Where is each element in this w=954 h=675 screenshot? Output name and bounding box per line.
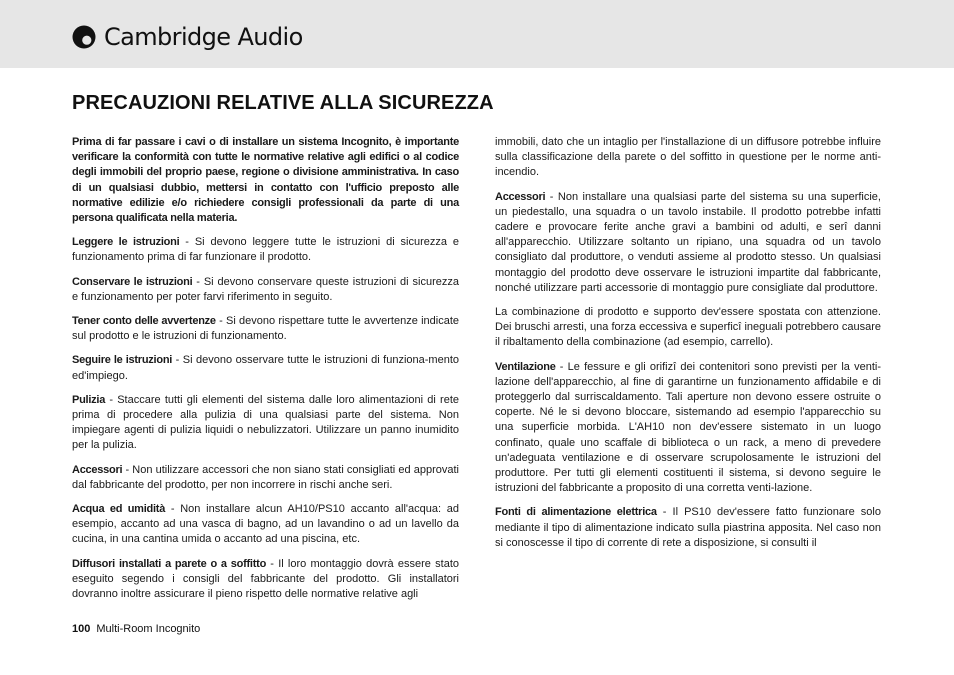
list-item: [72, 314, 459, 344]
item-text: - Si devono conservare queste istruzioni di sicurezza e funzionamento per poter farvi riferimento in seguito.: [72, 275, 459, 303]
right-column: [495, 135, 881, 560]
page-header: [0, 0, 954, 68]
item-text: - Si devono osservare tutte le istruzioni di funziona-mento ed'impiego.: [72, 354, 459, 382]
item-term: Acqua ed umidità: [72, 503, 166, 516]
page-title: PRECAUZIONI RELATIVE ALLA SICUREZZA: [72, 92, 494, 114]
item-term: Accessori: [72, 463, 123, 476]
item-term: Accessori: [495, 190, 546, 203]
item-text: - Non installare alcun AH10/PS10 accanto all'acqua: ad esempio, accanto ad una vasca di bagno, ad un lavandino o ad un lavello da cucina, in una cantina umida o accanto ad una piscina, etc.: [72, 503, 459, 546]
item-text: - Le fessure e gli orifizî dei contenitori sono previsti per la venti-lazione dell'apparecchio, al fine di garantirne un funzionamento affidabile e di proteggerlo dal surriscaldamento. Tali aperture non devono essere ostruite o coperte. Né le si devono bloccare, sistemando ad esempio l'apparecchio su una superficie morbida. L'AH10 non dev'essere sistemato in un luogo confinato, quale uno scaffale di biblioteca o un rack, a meno di prevedere un'adeguata ventilazione e di osservare scrupolosamente le istruzioni del produttore. Per tutti gli elementi costituenti il sistema, si devono seguire le istruzioni del fabbricante a proposito di una corretta venti-lazione.: [495, 360, 881, 495]
list-item: [72, 393, 459, 454]
list-item: [72, 463, 459, 493]
list-item: [72, 557, 459, 603]
item-term: Tener conto delle avvertenze: [72, 315, 216, 328]
document-title: Multi-Room Incognito: [96, 623, 201, 635]
continuation-paragraph: immobili, dato che un intaglio per l'installazione di un diffusore potrebbe influire sulla classificazione della parete o del soffitto in questione per le norme anti-incendio.: [495, 136, 881, 179]
item-term: Fonti di alimentazione elettrica: [495, 506, 657, 519]
combination-paragraph: La combinazione di prodotto e supporto dev'essere spostata con attenzione. Dei bruschi arresti, una forza eccessiva e superficî ineguali potrebbero causare il ribaltamento della combinazione (ad esempio, carrello).: [495, 306, 881, 349]
list-item: [72, 275, 459, 305]
list-item: [495, 360, 881, 497]
intro-paragraph: Prima di far passare i cavi o di installare un sistema Incognito, è importante verificare la conformità con tutte le normative relative agli edifici o al codice degli immobili del proprio paese, regione o divisione amministrativa. In caso di un qualsiasi dubbio, mettersi in contatto con l'ufficio preposto alle normative edilizie e/o richiedere consigli professionali da parte di una persona qualificata nella materia.: [72, 136, 459, 225]
list-item: [72, 235, 459, 265]
item-term: Diffusori installati a parete o a soffitto: [72, 557, 267, 570]
brand-name: Cambridge Audio: [104, 23, 303, 51]
item-term: Pulizia: [72, 393, 106, 406]
brand-logo: [72, 20, 303, 54]
item-term: Leggere le istruzioni: [72, 236, 180, 249]
cambridge-audio-logo-icon: [72, 25, 96, 49]
item-text: - Si devono rispettare tutte le avvertenze indicate sul prodotto e le istruzioni di funzionamento.: [72, 315, 459, 343]
page-number: 100: [72, 623, 91, 635]
item-term: Conservare le istruzioni: [72, 275, 193, 288]
item-term: Seguire le istruzioni: [72, 354, 173, 367]
list-item: [72, 353, 459, 383]
item-text: - Il loro montaggio dovrà essere stato eseguito segendo i consigli del fabbricante del prodotto. Gli installatori dovranno inoltre assicurare il pieno rispetto delle normative relative agli: [72, 557, 459, 601]
item-text: - Staccare tutti gli elementi del sistema dalle loro alimentazioni di rete prima di procedere alla pulizia di una qualsiasi parte del sistema. Non impiegare agenti di pulizia liquidi o nebulizzatori. Utilizzare un panno inumidito per la pulizia.: [72, 393, 459, 452]
item-text: - Non installare una qualsiasi parte del sistema su una superficie, un piedestallo, una squadra o un tavolo instabile. Il prodotto potrebbe infatti cadere e provocare ferite anche gravi a bambini od adulti, e serî danni all'apparecchio. Utilizzare soltanto un ripiano, una squadra od un tavolo consigliato dal produttore, o venduti assieme al prodotto stesso. Un qualsiasi montaggio del prodotto deve osservare le istruzioni impartite dal fabbricante, nonché utilizzare parti accessorie di montaggio pure consigliate dal produttore.: [495, 190, 881, 294]
list-item: [72, 502, 459, 548]
item-text: - Il PS10 dev'essere fatto funzionare solo mediante il tipo di alimentazione indicato sulla piastrina apposita. Nel caso non si conoscesse il tipo di corrente di rete a disposizione, si consulti il: [495, 506, 881, 549]
item-text: - Non utilizzare accessori che non siano stati consigliati ed approvati dal fabbricante del prodotto, per non incorrere in rischi anche seri.: [72, 463, 459, 491]
left-column: [72, 135, 459, 611]
list-item: [495, 505, 881, 551]
page-footer: [72, 623, 200, 635]
item-text: - Si devono leggere tutte le istruzioni di sicurezza e funzionamento prima di far funzionare il prodotto.: [72, 236, 459, 264]
item-term: Ventilazione: [495, 360, 556, 373]
list-item: [495, 190, 881, 296]
